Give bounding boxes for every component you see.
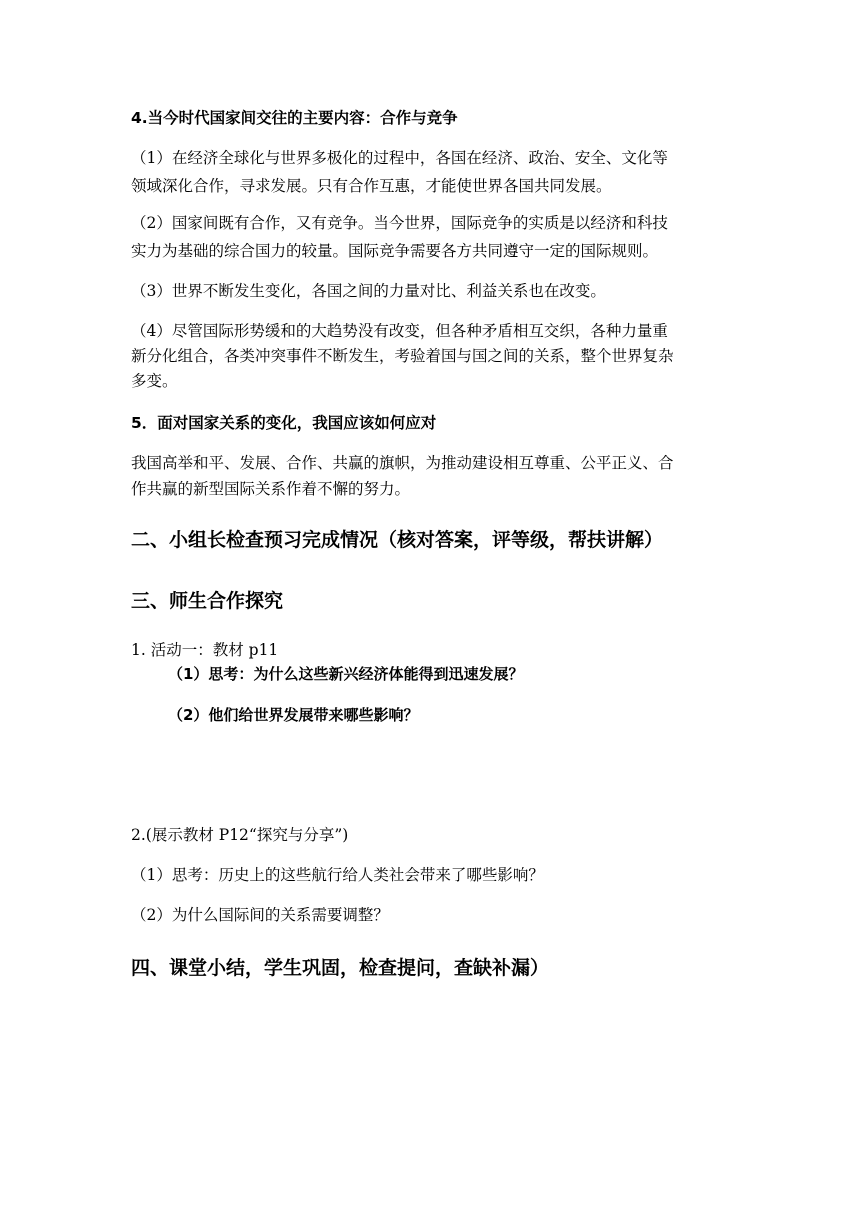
activity2-question2: （2）为什么国际间的关系需要调整？	[131, 906, 389, 924]
activity1-question1: （1）思考：为什么这些新兴经济体能得到迅速发展？	[168, 665, 524, 683]
section5-heading: 5．面对国家关系的变化，我国应该如何应对	[131, 414, 437, 432]
section4-p2-line2: 实力为基础的综合国力的较量。国际竞争需要各方共同遵守一定的国际规则。	[131, 242, 659, 260]
section5-p1-line2: 作共赢的新型国际关系作着不懈的努力。	[131, 480, 411, 498]
activity1-question2: （2）他们给世界发展带来哪些影响？	[168, 706, 419, 724]
section4-p1-line1: （1）在经济全球化与世界多极化的过程中，各国在经济、政治、安全、文化等	[131, 149, 668, 167]
section5-p1-line1: 我国高举和平、发展、合作、共赢的旗帜，为推动建设相互尊重、公平正义、合	[131, 454, 674, 472]
section4-heading: 4.当今时代国家间交往的主要内容：合作与竞争	[131, 109, 458, 127]
activity2-title: 2.(展示教材 P12“探究与分享”)	[131, 826, 349, 844]
section4-p4-line1: （4）尽管国际形势缓和的大趋势没有改变，但各种矛盾相互交织，各种力量重	[131, 322, 668, 340]
part4-heading: 四、课堂小结，学生巩固，检查提问，查缺补漏）	[131, 957, 550, 979]
activity1-title: 1. 活动一：教材 p11	[131, 641, 279, 659]
section4-p3-line1: （3）世界不断发生变化，各国之间的力量对比、利益关系也在改变。	[131, 282, 606, 300]
section4-p2-line1: （2）国家间既有合作，又有竞争。当今世界，国际竞争的实质是以经济和科技	[131, 214, 668, 232]
part3-heading: 三、师生合作探究	[131, 590, 284, 612]
section4-p1-line2: 领域深化合作，寻求发展。只有合作互惠，才能使世界各国共同发展。	[131, 177, 612, 195]
section4-p4-line2: 新分化组合，各类冲突事件不断发生，考验着国与国之间的关系，整个世界复杂	[131, 347, 674, 365]
part2-heading: 二、小组长检查预习完成情况（核对答案，评等级，帮扶讲解）	[131, 529, 664, 551]
section4-p4-line3: 多变。	[131, 372, 178, 390]
activity2-question1: （1）思考：历史上的这些航行给人类社会带来了哪些影响？	[131, 866, 544, 884]
